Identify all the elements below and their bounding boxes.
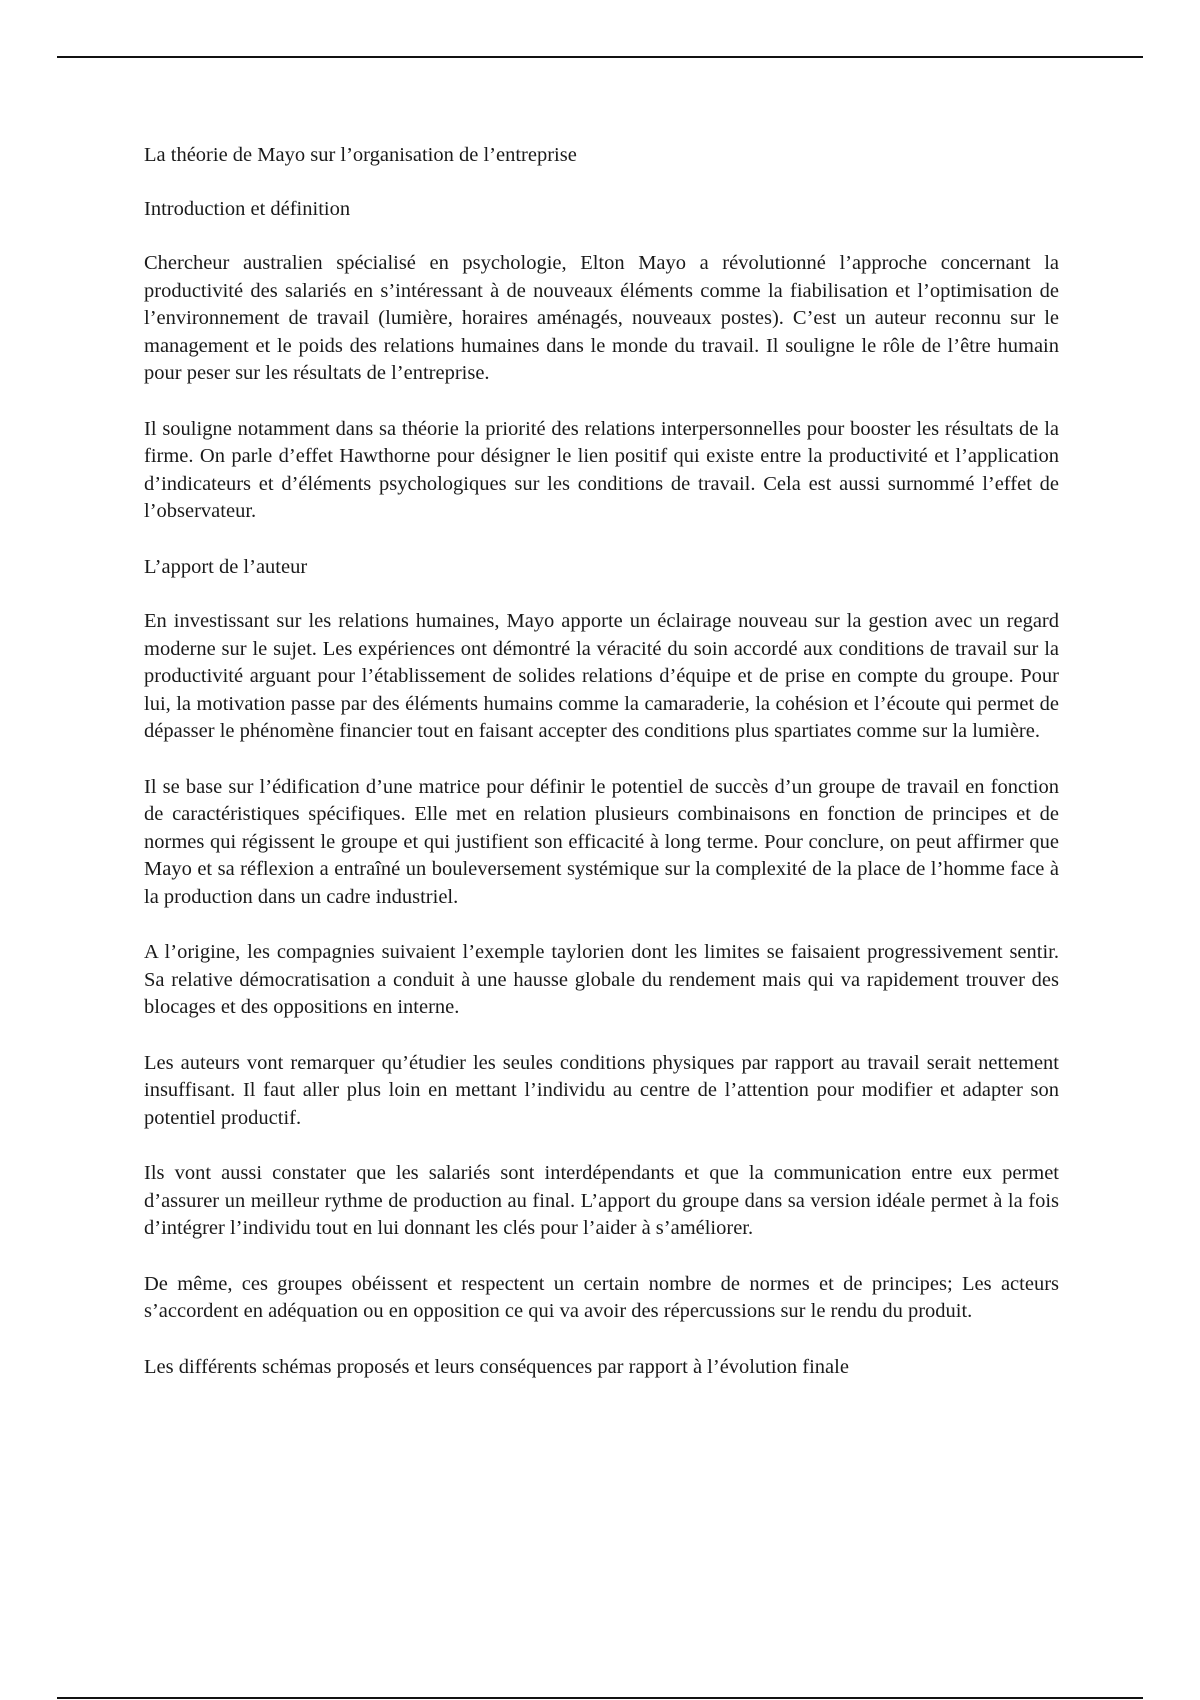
top-rule bbox=[57, 56, 1143, 58]
paragraph: De même, ces groupes obéissent et respectent un certain nombre de normes et de principes; Les acteurs s’accordent en adéquation ou en opposition ce qui va avoir des répercussions sur le rendu du produit. bbox=[144, 1272, 1059, 1322]
document-title: La théorie de Mayo sur l’organisation de l’entreprise bbox=[144, 144, 577, 166]
paragraph: Ils vont aussi constater que les salariés sont interdépendants et que la communication entre eux permet d’assurer un meilleur rythme de production au final. L’apport du groupe dans sa version idéale permet à la fois d’intégrer l’individu tout en lui donnant les clés pour l’aider à s’améliorer. bbox=[144, 1162, 1059, 1239]
bottom-rule bbox=[57, 1697, 1143, 1699]
paragraph: Les auteurs vont remarquer qu’étudier les seules conditions physiques par rapport au travail serait nettement insuffisant. Il faut aller plus loin en mettant l’individu au centre de l’attention pour modifier et adapter son potentiel productif. bbox=[144, 1051, 1059, 1129]
section-heading-schemas: Les différents schémas proposés et leurs conséquences par rapport à l’évolution finale bbox=[144, 1355, 849, 1378]
paragraph: Il souligne notamment dans sa théorie la priorité des relations interpersonnelles pour booster les résultats de la firme. On parle d’effet Hawthorne pour désigner le lien positif qui existe entre la productivité et l’application d’indicateurs et d’éléments psychologiques sur les conditions de travail. Cela est aussi surnommé l’effet de l’observateur. bbox=[144, 417, 1059, 522]
paragraph: Chercheur australien spécialisé en psychologie, Elton Mayo a révolutionné l’approche concernant la productivité des salariés en s’intéressant à de nouveaux éléments comme la fiabilisation et l’optimisation de l’environnement de travail (lumière, horaires aménagés, nouveaux postes). C’est un auteur reconnu sur le management et le poids des relations humaines dans le monde du travail. Il souligne le rôle de l’être humain pour peser sur les résultats de l’entreprise. bbox=[144, 252, 1059, 384]
paragraph: A l’origine, les compagnies suivaient l’exemple taylorien dont les limites se faisaient progressivement sentir. Sa relative démocratisation a conduit à une hausse globale du rendement mais qui va rapidement trouver des blocages et des oppositions en interne. bbox=[144, 941, 1059, 1018]
paragraph: Il se base sur l’édification d’une matrice pour définir le potentiel de succès d’un groupe de travail en fonction de caractéristiques spécifiques. Elle met en relation plusieurs combinaisons en fonction de principes et de normes qui régissent le groupe et qui justifient son efficacité à long terme. Pour conclure, on peut affirmer que Mayo et sa réflexion a entraîné un bouleversement systémique sur la complexité de la place de l’homme face à la production dans un cadre industriel. bbox=[144, 775, 1059, 908]
section-heading-apport: L’apport de l’auteur bbox=[144, 555, 308, 578]
document-body bbox=[144, 142, 1059, 1408]
paragraph: En investissant sur les relations humaines, Mayo apporte un éclairage nouveau sur la gestion avec un regard moderne sur le sujet. Les expériences ont démontré la véracité du soin accordé aux conditions de travail sur la productivité arguant pour l’établissement de solides relations d’équipe et de prise en compte du groupe. Pour lui, la motivation passe par des éléments humains comme la camaraderie, la cohésion et l’écoute qui permet de dépasser le phénomène financier tout en faisant accepter des conditions plus spartiates comme sur la lumière. bbox=[144, 610, 1059, 742]
section-heading-introduction: Introduction et définition bbox=[144, 197, 351, 220]
